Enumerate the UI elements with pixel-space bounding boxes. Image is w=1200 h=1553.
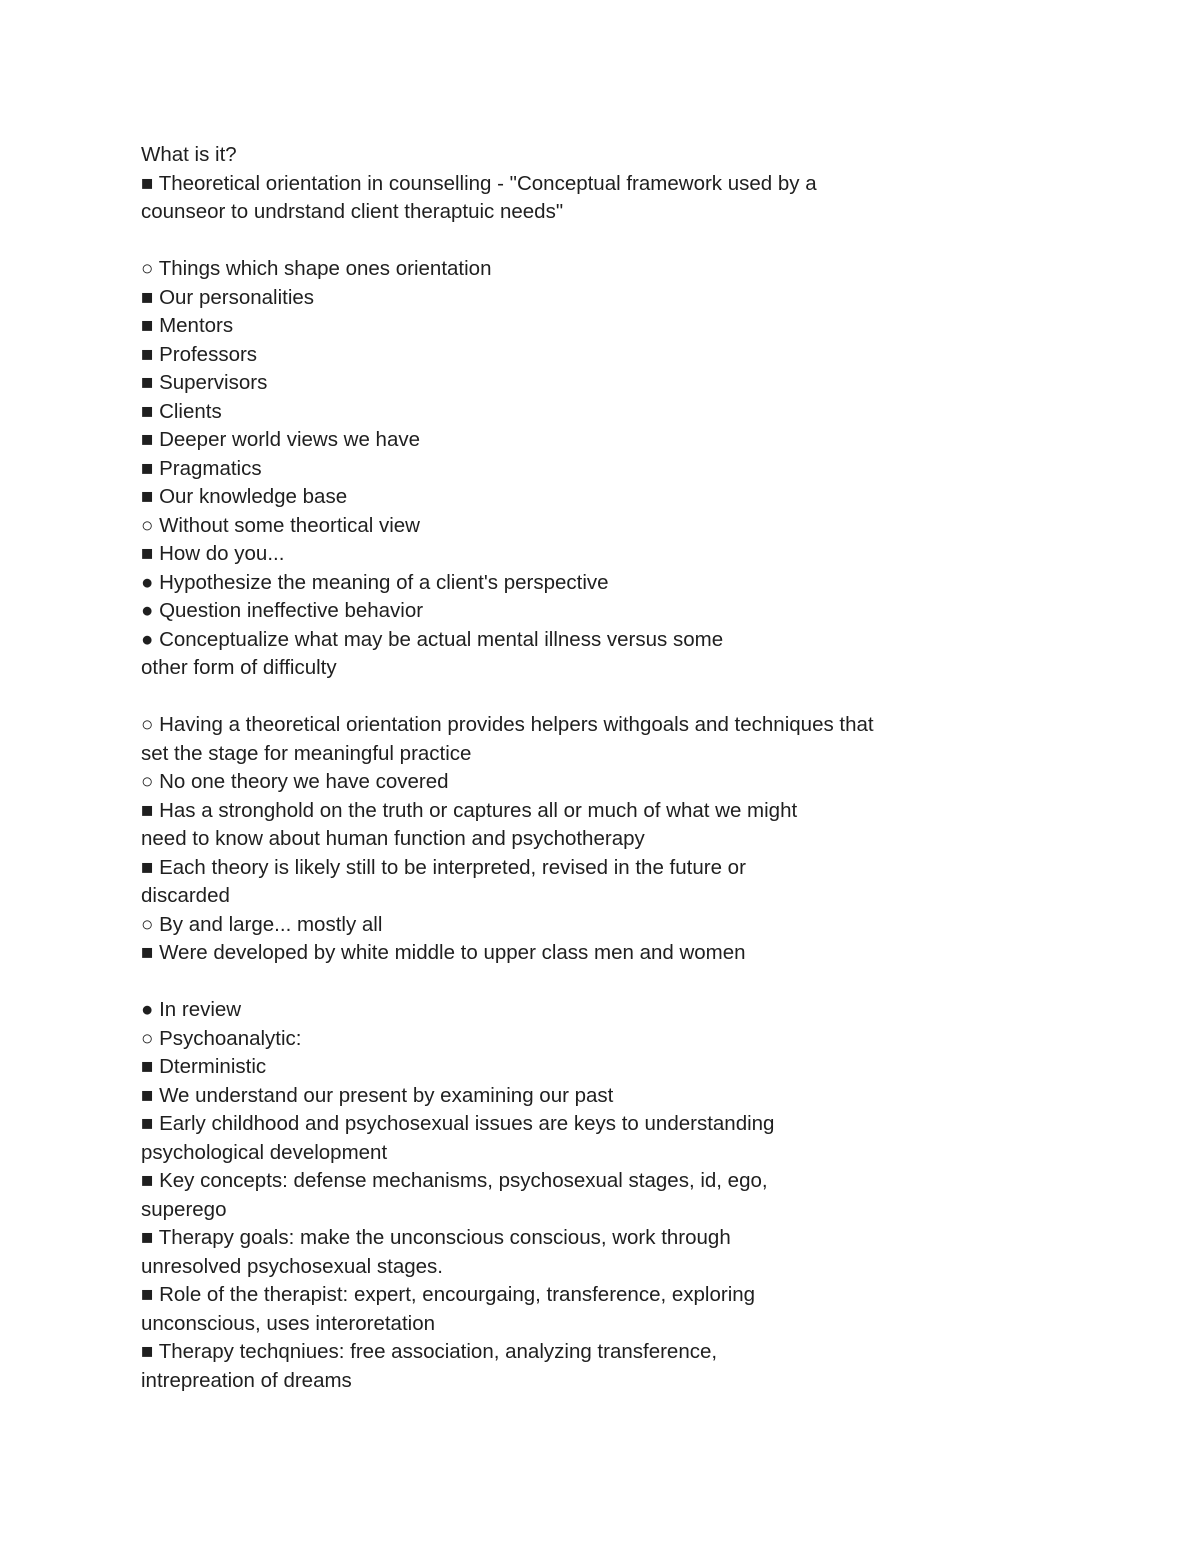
text-line: ■ Clients [141,399,222,423]
text-line: ■ Early childhood and psychosexual issues are keys to understanding [141,1112,775,1135]
text-line: ■ We understand our present by examining our past [141,1083,614,1107]
text-line: set the stage for meaningful practice [141,741,472,765]
text-line: unconscious, uses interoretation [141,1311,436,1335]
text-line: ● Conceptualize what may be actual mental illness versus some [141,627,724,651]
text-line: ○ Things which shape ones orientation [141,257,492,280]
text-line: ■ Theoretical orientation in counselling - "Conceptual framework used by a [141,171,817,195]
document-page [141,141,1041,1395]
text-line: ● Hypothesize the meaning of a client's perspective [141,570,609,594]
text-line: counseor to undrstand client theraptuic needs" [141,200,564,223]
text-line: ■ Dterministic [141,1055,267,1078]
text-line: ■ Were developed by white middle to upper class men and women [141,941,746,964]
text-line: ■ Has a stronghold on the truth or captures all or much of what we might [141,798,798,822]
text-line: ■ Our knowledge base [141,485,348,508]
text-line: ■ Role of the therapist: expert, encourgaing, transference, exploring [141,1283,756,1306]
text-line: ■ Supervisors [141,371,268,394]
text-line: psychological development [141,1140,388,1164]
text-line: ○ Psychoanalytic: [141,1026,302,1050]
text-line: ■ Therapy goals: make the unconscious conscious, work through [141,1226,731,1249]
text-line: ■ Mentors [141,314,234,337]
blank-line [141,683,1041,712]
text-line: ■ Therapy techqniues: free association, analyzing transference, [141,1340,718,1363]
text-line: ● Question ineffective behavior [141,599,424,622]
text-line: ■ Deeper world views we have [141,428,421,451]
text-line: ■ Pragmatics [141,456,262,480]
blank-line [141,968,1041,997]
text-line: ■ Professors [141,342,258,366]
text-line: ■ Our personalities [141,285,315,309]
text-line: ○ No one theory we have covered [141,770,449,793]
text-line: intrepreation of dreams [141,1368,352,1392]
text-line: discarded [141,884,230,907]
blank-line [141,227,1041,256]
text-line: unresolved psychosexual stages. [141,1254,443,1278]
text-line: other form of difficulty [141,656,337,679]
text-line: ■ How do you... [141,542,285,565]
text-line: ● In review [141,998,242,1021]
text-line: ■ Each theory is likely still to be interpreted, revised in the future or [141,855,746,879]
text-line: ○ By and large... mostly all [141,912,383,936]
text-line: ○ Without some theortical view [141,513,420,537]
heading-line: What is it? [141,143,237,166]
text-line: ○ Having a theoretical orientation provides helpers withgoals and techniques that [141,713,874,736]
text-line: need to know about human function and psychotherapy [141,827,645,850]
text-line: ■ Key concepts: defense mechanisms, psychosexual stages, id, ego, [141,1169,768,1192]
text-line: superego [141,1197,227,1221]
